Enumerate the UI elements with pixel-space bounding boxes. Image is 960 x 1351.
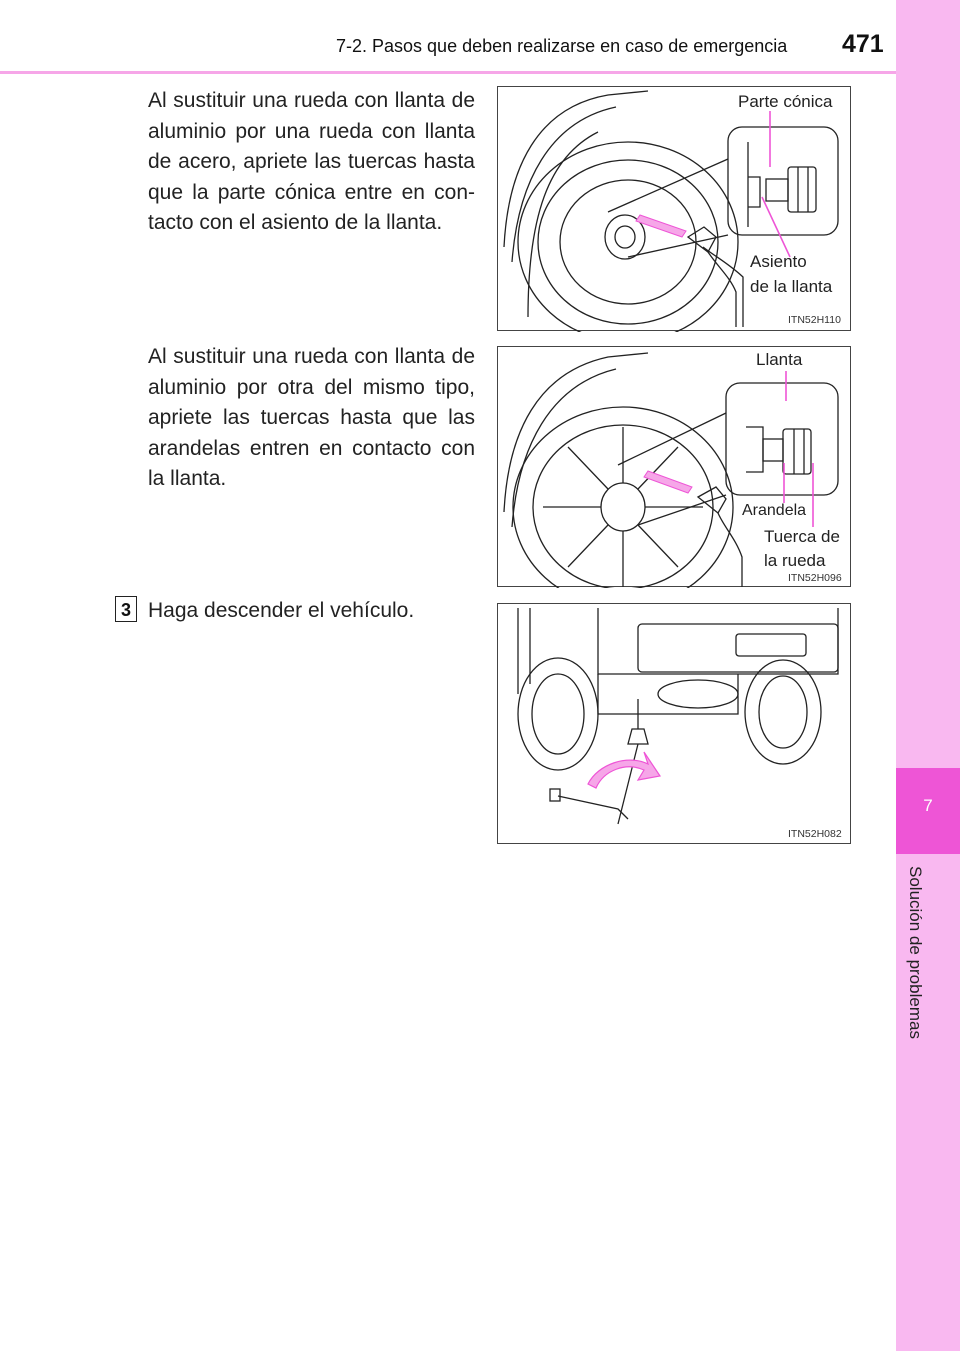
label-wheel-nut-line1: Tuerca de bbox=[764, 527, 840, 546]
label-wheel-nut-line2: la rueda bbox=[764, 551, 826, 570]
figure-code: ITN52H096 bbox=[788, 572, 842, 584]
step-text: Haga descender el vehículo. bbox=[148, 599, 415, 622]
figure-code: ITN52H110 bbox=[788, 314, 841, 326]
figure-jack-lowering-illustration bbox=[498, 604, 852, 845]
chapter-title: Solución de problemas bbox=[906, 866, 925, 1039]
section-title: 7-2. Pasos que deben realizarse en caso de emergencia bbox=[336, 36, 788, 56]
chapter-side-tab bbox=[896, 0, 960, 1351]
label-rim: Llanta bbox=[756, 350, 803, 369]
label-conical-part: Parte cónica bbox=[738, 92, 833, 111]
figure-lower-vehicle bbox=[497, 603, 851, 844]
label-washer: Arandela bbox=[742, 502, 807, 519]
figure-steel-rim-nut bbox=[497, 86, 851, 331]
figure-aluminum-rim-nut bbox=[497, 346, 851, 587]
paragraph-aluminum-rim: Al sustituir una rueda con llanta de aluminio por otra del mismo tipo, apriete las tuercas hasta que las arandelas entren en contacto con la llanta. bbox=[148, 345, 475, 490]
paragraph-steel-rim: Al sustituir una rueda con llanta de aluminio por una rueda con llanta de acero, apriete las tuercas hasta que la parte cónica entre en con-tacto con el asiento de la llanta. bbox=[148, 89, 475, 234]
step-number-badge: 3 bbox=[115, 596, 137, 622]
header-divider bbox=[0, 71, 896, 74]
page-number: 471 bbox=[842, 30, 884, 58]
figure-code: ITN52H082 bbox=[788, 828, 842, 840]
label-rim-seat-line2: de la llanta bbox=[750, 277, 833, 296]
label-rim-seat-line1: Asiento bbox=[750, 252, 807, 271]
chapter-number: 7 bbox=[923, 796, 933, 815]
